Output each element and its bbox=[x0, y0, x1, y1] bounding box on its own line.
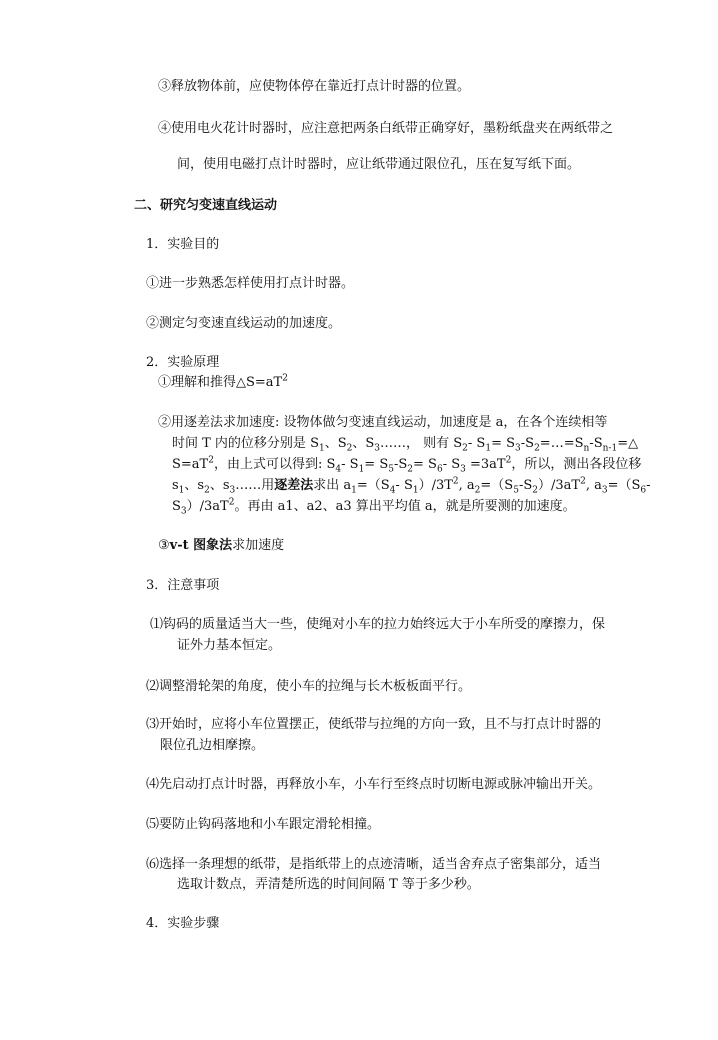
subsection-title-purpose: 1．实验目的 bbox=[146, 237, 220, 252]
note-3-line2: 限位孔边相摩擦。 bbox=[160, 738, 265, 753]
principle-item-2-line4: $s_1$、$s_2$、$s_3\dots\dots$用逐差法求出 $a_1=(S_4-$ $S_1)/3T^2$, $a_2=(S_5-S_2)/3aT^2$, $a_3=(S_6-$ bbox=[172, 476, 651, 496]
note-1-line1: ⑴钩码的质量适当大一些，使绳对小车的拉力始终远大于小车所受的摩擦力，保 bbox=[150, 617, 606, 632]
purpose-item-1: ①进一步熟悉怎样使用打点计时器。 bbox=[146, 276, 355, 291]
note-4: ⑷先启动打点计时器，再释放小车，小车行至终点时切断电源或脉冲输出开关。 bbox=[146, 777, 602, 792]
subsection-title-steps: 4．实验步骤 bbox=[146, 916, 220, 931]
note-6-line1: ⑹选择一条理想的纸带，是指纸带上的点迹清晰，适当舍弃点子密集部分，适当 bbox=[146, 857, 602, 872]
note-5: ⑸要防止钩码落地和小车跟定滑轮相撞。 bbox=[146, 817, 381, 832]
note-2: ⑵调整滑轮架的角度，使小车的拉绳与长木板板面平行。 bbox=[146, 679, 472, 694]
principle-item-2-line1: ②用逐差法求加速度: 设物体做匀变速直线运动，加速度是 a，在各个连续相等 bbox=[158, 415, 608, 430]
principle-item-1: ①理解和推得$\triangle S=aT^2$ bbox=[158, 373, 288, 390]
note-3-line1: ⑶开始时，应将小车位置摆正，使纸带与拉绳的方向一致，且不与打点计时器的 bbox=[146, 717, 602, 732]
section-heading: 二、研究匀变速直线运动 bbox=[134, 198, 278, 213]
subsection-title-notes: 3．注意事项 bbox=[146, 578, 220, 593]
principle-item-2-line3: $S=aT^2$，由上式可以得到: $S_4-$ $S_1= S_5-S_2= S_6-$ $S_3 =3aT^2$，所以，测出各段位移 bbox=[172, 455, 642, 475]
principle-item-3: ③v-t 图象法求加速度 bbox=[158, 538, 285, 553]
principle-item-2-line2: 时间 T 内的位移分别是 $S_1$、$S_2$、$S_3\dots\dots$， 则有 $S_2-$ $S_1=$ $S_3-S_2=\dots=S_n-S_{n-1}=\triangle$ bbox=[172, 436, 639, 454]
subsection-title-principle: 2．实验原理 bbox=[146, 355, 220, 370]
principle-item-2-line5: $S_3)/3aT^2$。再由 a1、a2、a3 算出平均值 a，就是所要测的加速度。 bbox=[172, 497, 576, 517]
purpose-item-2: ②测定匀变速直线运动的加速度。 bbox=[146, 316, 342, 331]
note-6-line2: 选取计数点，弄清楚所选的时间间隔 T 等于多少秒。 bbox=[177, 877, 480, 892]
paragraph-spark-timer-line1: ④使用电火花计时器时，应注意把两条白纸带正确穿好，墨粉纸盘夹在两纸带之 bbox=[158, 121, 614, 136]
note-1-line2: 证外力基本恒定。 bbox=[177, 638, 282, 653]
paragraph-release-object: ③释放物体前，应使物体停在靠近打点计时器的位置。 bbox=[158, 79, 471, 94]
paragraph-spark-timer-line2: 间，使用电磁打点计时器时，应让纸带通过限位孔，压在复写纸下面。 bbox=[177, 157, 581, 172]
